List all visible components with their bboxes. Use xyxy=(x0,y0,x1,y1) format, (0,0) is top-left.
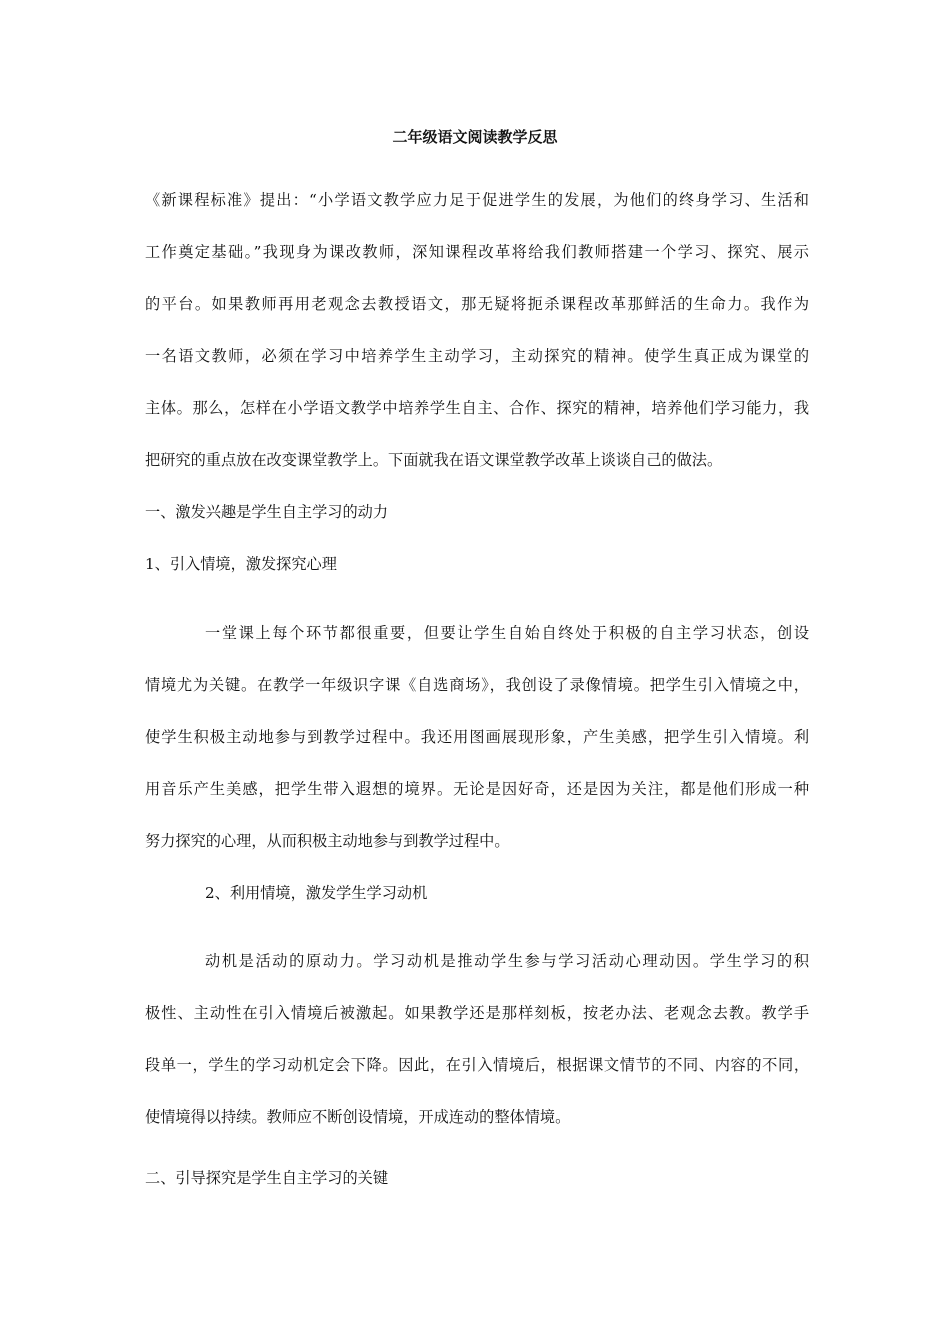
paragraph-line: 把研究的重点放在改变课堂教学上。下面就我在语文课堂教学改革上谈谈自己的做法。 xyxy=(145,451,723,469)
paragraph-line: 使情境得以持续。教师应不断创设情境，开成连动的整体情境。 xyxy=(145,1108,571,1126)
paragraph-line: 主体。那么，怎样在小学语文教学中培养学生自主、合作、探究的精神，培养他们学习能力，我 xyxy=(145,399,809,417)
paragraph-line: 使学生积极主动地参与到教学过程中。我还用图画展现形象，产生美感，把学生引入情境。利 xyxy=(145,728,809,746)
paragraph-line: 极性、主动性在引入情境后被激起。如果教学还是那样刻板，按老办法、老观念去教。教学手 xyxy=(145,1004,809,1022)
paragraph-line: 努力探究的心理，从而积极主动地参与到教学过程中。 xyxy=(145,832,510,850)
section-heading: 二、引导探究是学生自主学习的关键 xyxy=(145,1169,388,1187)
paragraph-line: 段单一，学生的学习动机定会下降。因此，在引入情境后，根据课文情节的不同、内容的不同， xyxy=(145,1056,809,1074)
subsection-heading: 1、引入情境，激发探究心理 xyxy=(145,555,337,573)
paragraph-line: 的平台。如果教师再用老观念去教授语文，那无疑将扼杀课程改革那鲜活的生命力。我作为 xyxy=(145,295,809,313)
paragraph-line: 情境尤为关键。在教学一年级识字课《自选商场》，我创设了录像情境。把学生引入情境之中， xyxy=(145,676,809,694)
section-heading: 一、激发兴趣是学生自主学习的动力 xyxy=(145,503,388,521)
paragraph-line: 《新课程标准》提出：“小学语文教学应力足于促进学生的发展，为他们的终身学习、生活和 xyxy=(145,191,809,209)
subsection-heading: 2、利用情境，激发学生学习动机 xyxy=(205,884,428,902)
paragraph-line: 用音乐产生美感，把学生带入遐想的境界。无论是因好奇，还是因为关注，都是他们形成一种 xyxy=(145,780,809,798)
paragraph-line: 一堂课上每个环节都很重要，但要让学生自始自终处于积极的自主学习状态，创设 xyxy=(205,624,809,642)
document-title: 二年级语文阅读教学反思 xyxy=(392,128,558,146)
paragraph-line: 一名语文教师，必须在学习中培养学生主动学习，主动探究的精神。使学生真正成为课堂的 xyxy=(145,347,809,365)
paragraph-line: 动机是活动的原动力。学习动机是推动学生参与学习活动心理动因。学生学习的积 xyxy=(205,952,809,970)
paragraph-line: 工作奠定基础。”我现身为课改教师，深知课程改革将给我们教师搭建一个学习、探究、展示 xyxy=(145,243,809,261)
